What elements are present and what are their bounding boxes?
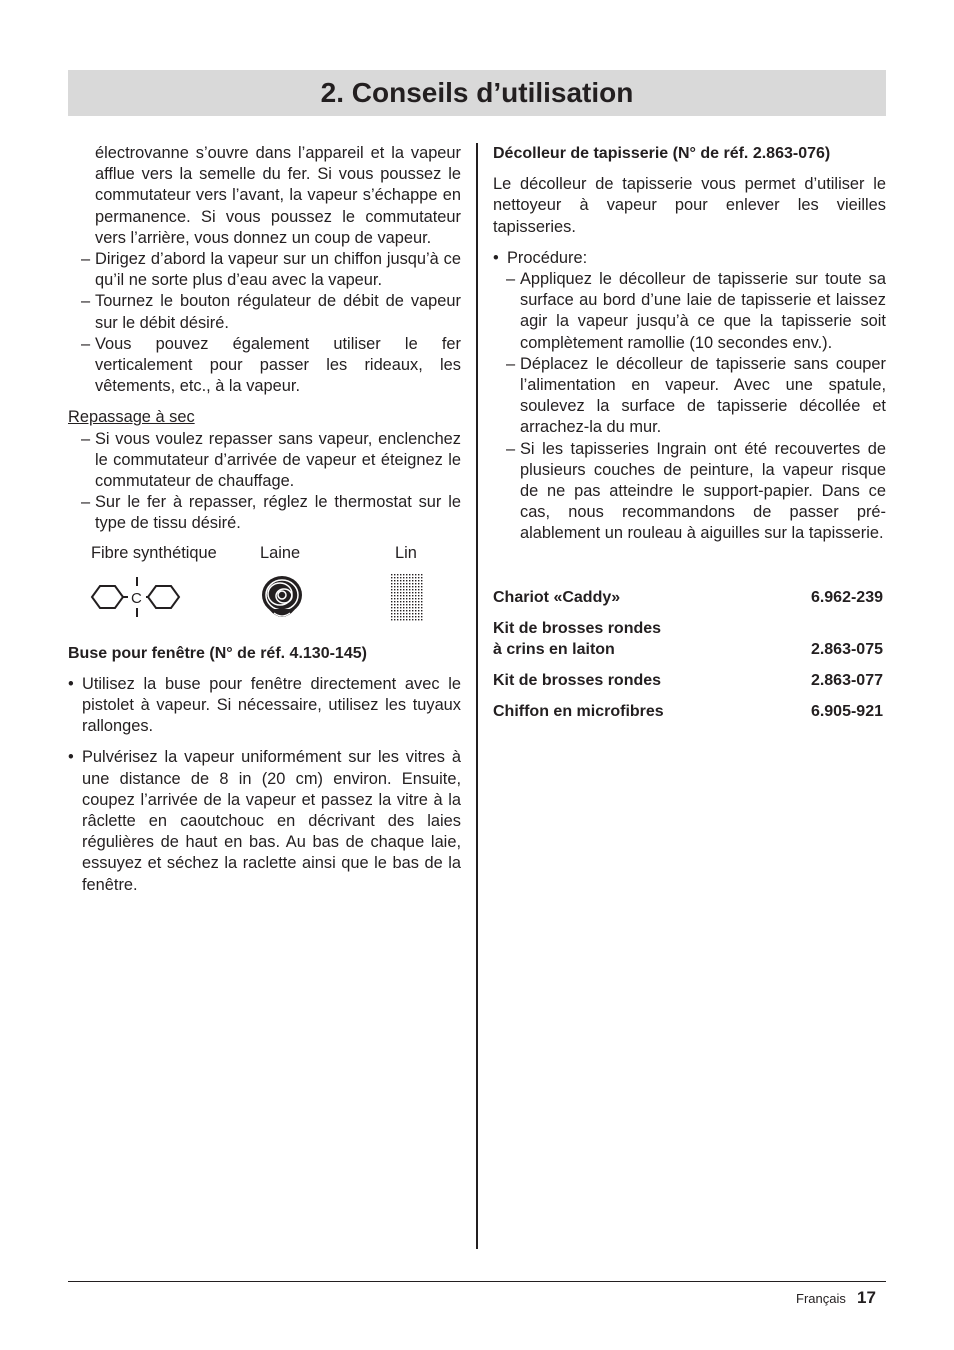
column-divider [476, 143, 478, 1249]
list-item [68, 747, 461, 895]
accessory-number: 6.962-239 [810, 588, 883, 606]
wallpaper-intro: Le décolleur de tapisserie vous permet d’utiliser le nettoyeur à vapeur pour enlever les vieilles tapisseries. [493, 175, 886, 236]
list-item-text: Dirigez d’abord la vapeur sur un chiffon jusqu’à ce qu’il ne sorte plus d’eau avec la vapeur. [95, 250, 461, 290]
fabric-labels [68, 543, 461, 565]
dash-mark: – [81, 334, 91, 353]
dash-mark: – [81, 429, 91, 448]
list-item-text: Appliquez le décolleur de tapisserie sur toute sa surface au bord d’une laie de tapisserie et laissez agir la vapeur jusqu’à ce que la tapisserie soit complètement ramollie (10 secondes env.). [520, 270, 886, 352]
fabric-icons [68, 573, 461, 633]
dash-mark: – [506, 354, 516, 373]
fabric-label-linen: Lin [395, 543, 417, 562]
accessory-number: 6.905-921 [810, 703, 883, 721]
dash-mark: – [506, 270, 516, 289]
dry-ironing-heading: Repassage à sec [68, 408, 195, 427]
intro-paragraph: électrovanne s’ouvre dans l’appareil et la vapeur afflue vers la semelle du fer. Si vous poussez le commutateur vers l’avant, la vapeur s’échappe en permanence. Si vous poussez le commutateur vers l’arrière, vous donnez un coup de vapeur. [95, 144, 461, 247]
list-item-text: Déplacez le décolleur de tapisserie sans couper l’alimentation en vapeur. Avec une spatule, soulevez la surface de tapisserie décollée et arrachez-la du mur. [520, 354, 886, 437]
list-item [68, 492, 461, 534]
list-item-text: Si vous voulez repasser sans vapeur, enclenchez le commutateur d’arrivée de vapeur et éteignez le commutateur de chauffage. [95, 429, 461, 491]
accessory-number: 2.863-075 [810, 641, 883, 659]
synthetic-symbol-letter: C [131, 589, 142, 607]
linen-fabric-icon [388, 571, 426, 623]
dash-mark: – [81, 493, 91, 512]
list-item [493, 269, 886, 354]
footer-rule [68, 1281, 886, 1282]
list-item [68, 291, 461, 333]
list-item [68, 334, 461, 398]
accessory-name: Kit de brosses rondes [493, 619, 662, 637]
dash-mark: – [506, 439, 516, 458]
left-column [68, 143, 461, 896]
list-item [493, 354, 886, 439]
accessory-number: 2.863-077 [810, 672, 883, 690]
list-item-text: Tournez le bouton régulateur de débit de vapeur sur le débit désiré. [95, 292, 461, 332]
accessory-row [493, 618, 886, 660]
bullet-mark: • [68, 674, 74, 693]
list-item [68, 249, 461, 291]
accessory-name-line2: à crins en laiton [493, 641, 615, 659]
page-title: 2. Conseils d’utilisation [320, 77, 634, 108]
accessory-row [493, 701, 886, 722]
window-nozzle-heading: Buse pour fenêtre (N° de réf. 4.130-145) [68, 644, 367, 662]
list-item [493, 439, 886, 545]
procedure-label-text: Procédure: [507, 248, 588, 267]
fabric-label-wool: Laine [260, 543, 301, 562]
synthetic-fabric-icon [90, 573, 184, 621]
list-item-text: Vous pouvez également utiliser le fer verticalement pour passer les rideaux, les vêtements, etc., à la vapeur. [95, 334, 461, 396]
bullet-mark: • [68, 748, 74, 767]
list-item-text: Si les tapisseries Ingrain ont été recouvertes de plusieurs couches de peinture, la vapeur risque de ne pas atteindre le support-papier. Dans ce cas, nous recommandons de passer pré-alablement un rouleau à aiguilles sur la tapisserie. [520, 439, 886, 543]
accessory-name: Kit de brosses rondes [493, 672, 662, 690]
procedure-label [493, 248, 886, 269]
accessory-row [493, 587, 886, 608]
list-item [68, 674, 461, 738]
list-item-text: Utilisez la buse pour fenêtre directement avec le pistolet à vapeur. Si nécessaire, utilisez les tuyaux rallonges. [82, 674, 461, 736]
fabric-label-synthetic: Fibre synthétique [91, 543, 217, 562]
list-item-text: Pulvérisez la vapeur uniformément sur les vitres à une distance de 8 in (20 cm) environ. Ensuite, coupez l’arrivée de la vapeur et passez la vitre à la râclette en caoutchouc en décrivant des laies régulières de haut en bas. Au bas de chaque laie, essuyez et séchez la raclette ainsi que le bas de la fenêtre. [82, 748, 461, 894]
page-number: 17 [857, 1288, 876, 1307]
list-item [68, 429, 461, 493]
list-item-text: Sur le fer à repasser, réglez le thermostat sur le type de tissu désiré. [95, 493, 461, 533]
accessory-name: Chiffon en microfibres [493, 703, 664, 721]
accessory-row [493, 670, 886, 691]
dash-mark: – [81, 250, 91, 269]
wool-fabric-icon [258, 573, 306, 625]
bullet-mark: • [493, 248, 499, 267]
wallpaper-stripper-heading: Décolleur de tapisserie (N° de réf. 2.863-076) [493, 145, 831, 162]
footer-language: Français [796, 1291, 846, 1306]
dash-mark: – [81, 292, 91, 311]
accessory-name: Chariot «Caddy» [493, 588, 621, 606]
right-column [493, 143, 886, 723]
